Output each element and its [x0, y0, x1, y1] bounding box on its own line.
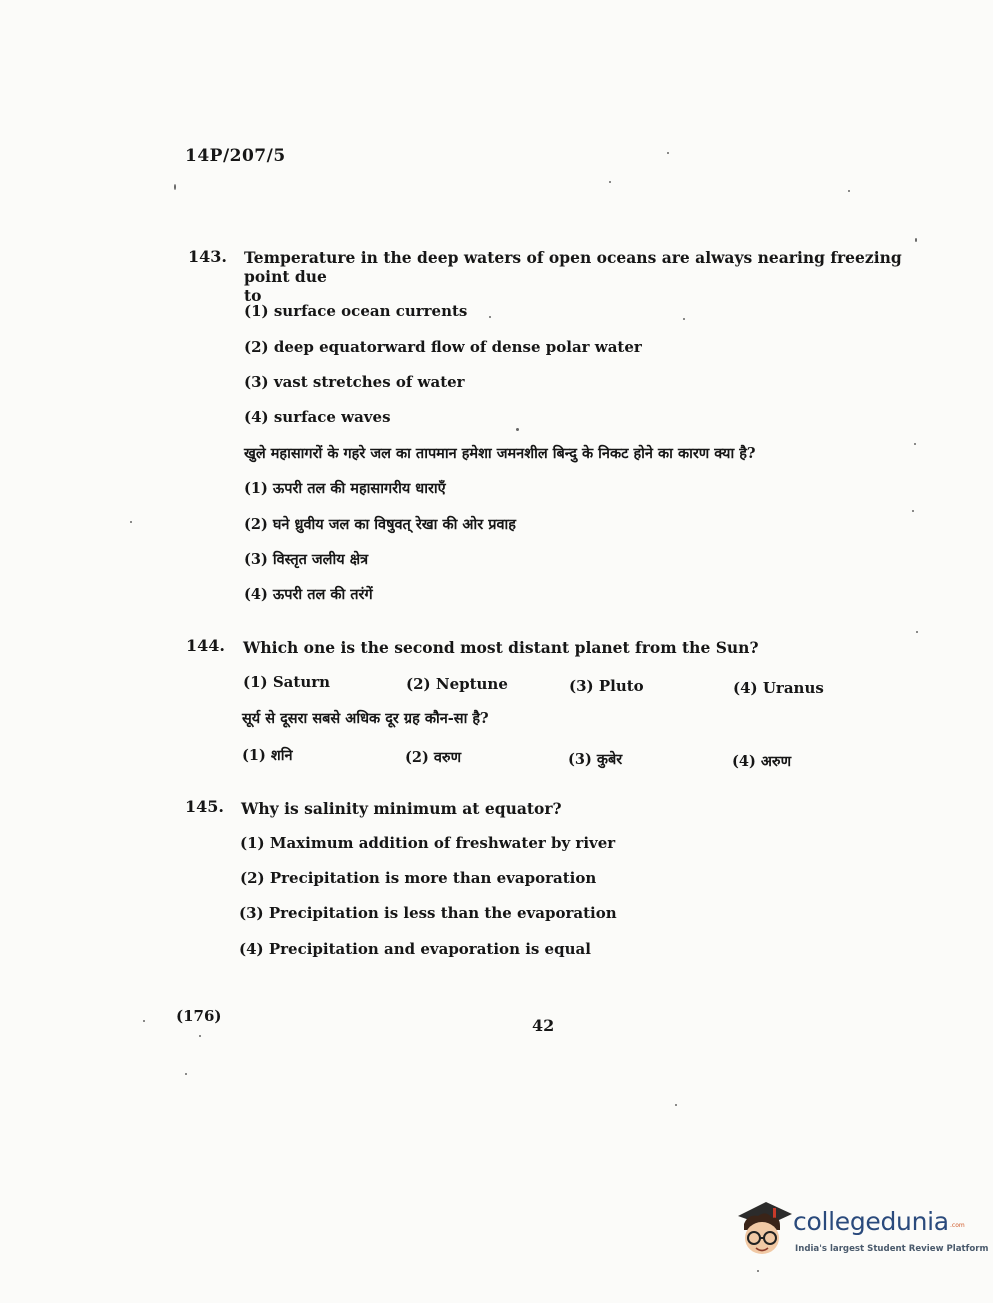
scan-speck	[130, 521, 132, 523]
option-en: (4) Uranus	[733, 679, 824, 697]
scan-speck	[174, 184, 176, 190]
option-en: (1) Saturn	[243, 673, 331, 691]
logo-tagline: India's largest Student Review Platform	[795, 1244, 989, 1254]
question-text-en: Which one is the second most distant planet from the Sun?	[243, 638, 759, 657]
option-en: (3) vast stretches of water	[244, 373, 465, 391]
scan-speck	[143, 1020, 145, 1022]
option-hi: (3) कुबेर	[568, 751, 623, 768]
scan-speck	[185, 1073, 187, 1075]
option-en: (2) Precipitation is more than evaporation	[240, 869, 597, 887]
scan-speck	[516, 428, 519, 431]
question-text-hi: खुले महासागरों के गहरे जल का तापमान हमेशा जमनशील बिन्दु के निकट होने का कारण क्या है?	[244, 445, 756, 462]
logo-suffix-text: .com	[950, 1222, 965, 1229]
option-en: (4) surface waves	[244, 408, 391, 426]
scan-speck	[916, 631, 918, 633]
option-en: (1) Maximum addition of freshwater by river	[240, 834, 616, 852]
option-en: (3) Pluto	[569, 677, 644, 695]
scan-speck	[675, 1104, 677, 1106]
option-en: (2) Neptune	[406, 675, 508, 693]
question-text-line: Temperature in the deep waters of open oceans are always nearing freezing point due	[244, 248, 902, 286]
option-en: (2) deep equatorward flow of dense polar water	[244, 338, 642, 356]
question-text-line: to	[244, 286, 262, 305]
option-en: (1) surface ocean currents	[244, 302, 468, 320]
scan-speck	[757, 1270, 759, 1272]
option-hi: (4) ऊपरी तल की तरंगें	[244, 586, 373, 603]
logo-brand-text: collegedunia	[793, 1207, 949, 1236]
scan-speck	[915, 238, 917, 242]
page-number: 42	[532, 1016, 555, 1035]
question-text-en	[244, 248, 924, 305]
option-en: (4) Precipitation and evaporation is equal	[239, 940, 591, 958]
scan-speck	[489, 316, 491, 318]
scan-speck	[912, 510, 914, 512]
question-text-hi: सूर्य से दूसरा सबसे अधिक दूर ग्रह कौन-सा है?	[242, 710, 489, 727]
scan-speck	[683, 318, 685, 320]
paper-code: 14P/207/5	[185, 146, 286, 166]
scan-speck	[667, 152, 669, 154]
question-number: 143.	[188, 247, 227, 266]
option-hi: (2) वरुण	[405, 749, 462, 766]
option-hi: (4) अरुण	[732, 753, 792, 770]
option-hi: (2) घने ध्रुवीय जल का विषुवत् रेखा की ओर प्रवाह	[244, 516, 516, 533]
footer-code: (176)	[176, 1007, 222, 1025]
scan-speck	[199, 1035, 201, 1037]
question-text-en: Why is salinity minimum at equator?	[241, 799, 562, 818]
scan-speck	[609, 181, 611, 183]
question-number: 144.	[186, 636, 225, 655]
question-number: 145.	[185, 797, 224, 816]
scan-speck	[848, 190, 850, 192]
option-hi: (1) शनि	[242, 747, 293, 764]
option-hi: (3) विस्तृत जलीय क्षेत्र	[244, 551, 369, 568]
option-hi: (1) ऊपरी तल की महासागरीय धाराएँ	[244, 480, 446, 497]
scan-speck	[914, 443, 916, 445]
option-en: (3) Precipitation is less than the evaporation	[239, 904, 617, 922]
